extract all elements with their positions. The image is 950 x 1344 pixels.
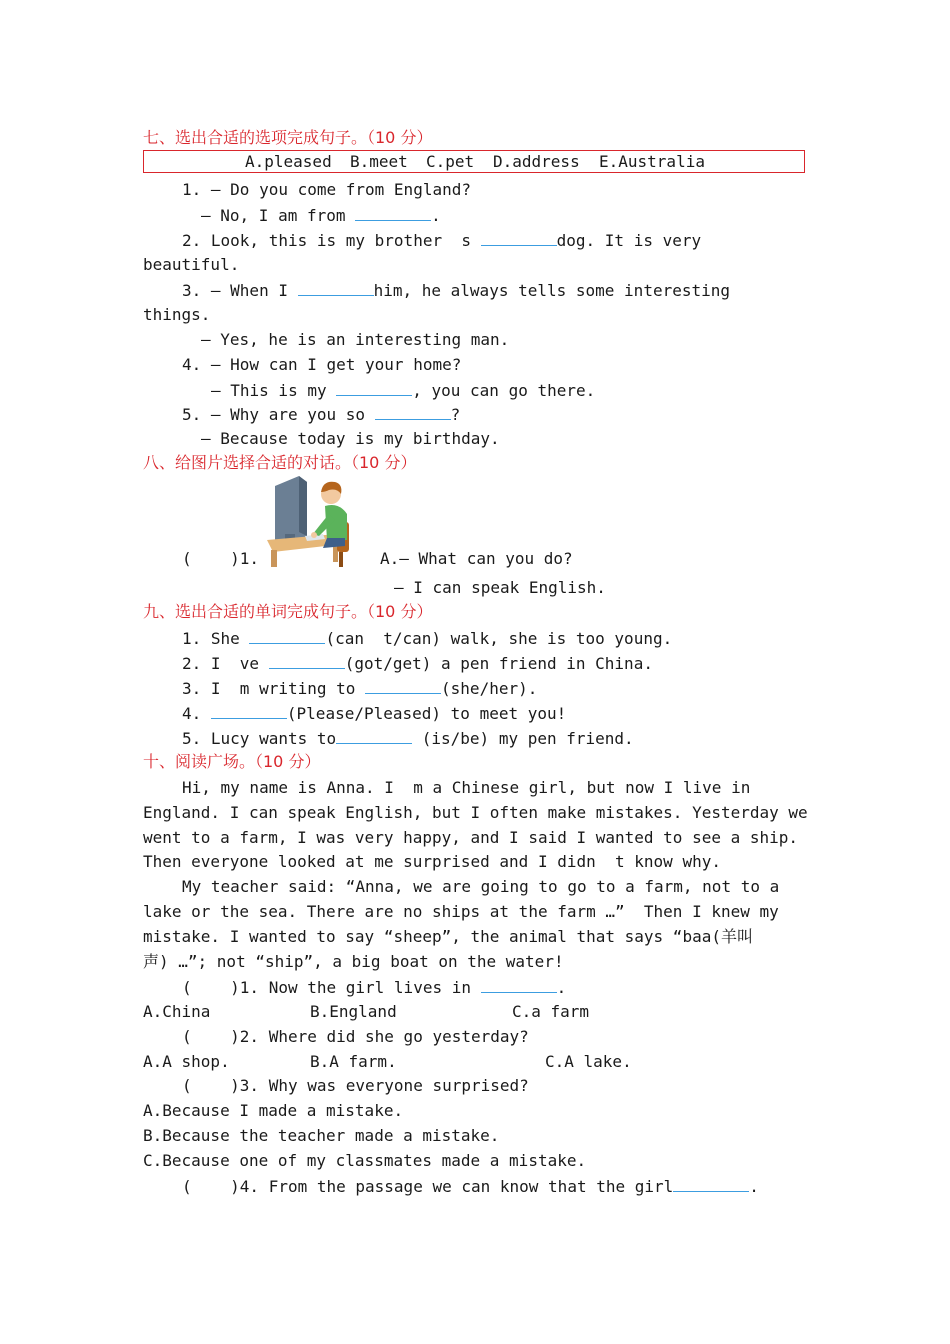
passage-line: Hi, my name is Anna. I m a Chinese girl, but now I live in	[182, 778, 751, 797]
s8-option-a-line1: A.— What can you do?	[380, 549, 573, 568]
answer-blank[interactable]	[673, 1176, 749, 1192]
s9-q5-text: 5. Lucy wants to	[182, 729, 337, 748]
s9-q2-text-end: (got/get) a pen friend in China.	[344, 654, 653, 673]
s7-q2-cont: beautiful.	[143, 255, 240, 274]
s9-q4-text: 4.	[182, 704, 211, 723]
passage-line: England. I can speak English, but I often make mistakes. Yesterday we	[143, 803, 808, 822]
s9-q4-text-end: (Please/Pleased) to meet you!	[286, 704, 567, 723]
section-8-heading: 八、给图片选择合适的对话。（10 分）	[143, 453, 417, 472]
s10-q1-option-c: C.a farm	[512, 1002, 590, 1021]
s7-q5-line	[182, 404, 460, 424]
s8-option-a-line2: — I can speak English.	[394, 578, 606, 597]
s7-q1-answer-line	[201, 205, 441, 225]
s7-q3-text-end: him, he always tells some interesting	[373, 281, 731, 300]
answer-blank[interactable]	[336, 380, 412, 396]
s9-q3-text-end: (she/her).	[441, 679, 538, 698]
s7-q3-text: 3. — When I	[182, 281, 298, 300]
s10-q2-option-a: A.A shop.	[143, 1052, 230, 1071]
s7-q2-text-end: dog. It is very	[556, 231, 702, 250]
s9-q3-text: 3. I m writing to	[182, 679, 366, 698]
s7-q2-line	[182, 230, 701, 250]
s10-q4-text: ( )4. From the passage we can know that the girl	[182, 1177, 674, 1196]
s9-q1-text-end: (can t/can) walk, she is too young.	[325, 629, 673, 648]
passage-line: went to a farm, I was very happy, and I said I wanted to see a ship.	[143, 828, 799, 847]
s7-q1-line: 1. — Do you come from England?	[182, 180, 471, 199]
s10-q1-punct: .	[556, 978, 567, 997]
answer-blank[interactable]	[336, 728, 412, 744]
word-option-d: D.address	[493, 152, 580, 171]
section-7-heading: 七、选出合适的选项完成句子。（10 分）	[143, 128, 433, 147]
s9-q2-text: 2. I ve	[182, 654, 269, 673]
boy-typing-computer-illustration	[267, 474, 360, 567]
word-option-c: C.pet	[426, 152, 475, 171]
answer-blank[interactable]	[481, 230, 557, 246]
passage-line: My teacher said: “Anna, we are going to go to a farm, not to a	[182, 877, 780, 896]
s7-q4-answer-line	[211, 380, 595, 400]
s7-q4-line: 4. — How can I get your home?	[182, 355, 462, 374]
s10-q1-line	[182, 977, 566, 997]
s10-q3-line: ( )3. Why was everyone surprised?	[182, 1076, 529, 1095]
answer-blank[interactable]	[269, 653, 345, 669]
word-option-a: A.pleased	[245, 152, 332, 171]
s10-q2-option-b: B.A farm.	[310, 1052, 397, 1071]
answer-blank[interactable]	[249, 628, 325, 644]
s7-q3-cont: things.	[143, 305, 211, 324]
section-10-heading: 十、阅读广场。（10 分）	[143, 752, 321, 771]
passage-line: Then everyone looked at me surprised and I didn t know why.	[143, 852, 721, 871]
s7-q5-punct: ?	[450, 405, 461, 424]
answer-blank[interactable]	[365, 678, 441, 694]
answer-blank[interactable]	[375, 404, 451, 420]
passage-line: 声) …”; not “ship”, a big boat on the water!	[143, 952, 564, 971]
s10-q3-option-a: A.Because I made a mistake.	[143, 1101, 404, 1120]
answer-blank[interactable]	[355, 205, 431, 221]
s10-q2-line: ( )2. Where did she go yesterday?	[182, 1027, 529, 1046]
s9-q2-line	[182, 653, 653, 673]
word-option-e: E.Australia	[599, 152, 705, 171]
s10-q3-option-c: C.Because one of my classmates made a mistake.	[143, 1151, 587, 1170]
s7-q5-text: 5. — Why are you so	[182, 405, 375, 424]
word-bank-box	[143, 150, 805, 173]
s10-q4-line	[182, 1176, 759, 1196]
answer-blank[interactable]	[211, 703, 287, 719]
s9-q3-line	[182, 678, 537, 698]
s7-q3-answer-line: — Yes, he is an interesting man.	[201, 330, 510, 349]
s10-q3-option-b: B.Because the teacher made a mistake.	[143, 1126, 500, 1145]
s7-q1-punct: .	[431, 206, 441, 225]
word-option-b: B.meet	[350, 152, 408, 171]
s7-q4-answer-text: — This is my	[211, 381, 337, 400]
s7-q1-answer-text: — No, I am from	[201, 206, 356, 225]
s8-q1-bracket: ( )1.	[182, 549, 260, 568]
s9-q5-line	[182, 728, 634, 748]
answer-blank[interactable]	[298, 280, 374, 296]
s10-q1-option-b: B.England	[310, 1002, 397, 1021]
passage-line: mistake. I wanted to say “sheep”, the animal that says “baa(羊叫	[143, 927, 753, 946]
passage-line: lake or the sea. There are no ships at the farm …” Then I knew my	[143, 902, 779, 921]
s9-q5-text-end: (is/be) my pen friend.	[412, 729, 634, 748]
s9-q1-text: 1. She	[182, 629, 250, 648]
s7-q4-answer-end: , you can go there.	[412, 381, 596, 400]
s7-q3-line	[182, 280, 730, 300]
s9-q4-line	[182, 703, 566, 723]
answer-blank[interactable]	[481, 977, 557, 993]
s10-q1-text: ( )1. Now the girl lives in	[182, 978, 481, 997]
section-9-heading: 九、选出合适的单词完成句子。（10 分）	[143, 602, 433, 621]
s10-q4-punct: .	[749, 1177, 759, 1196]
s9-q1-line	[182, 628, 672, 648]
s10-q1-option-a: A.China	[143, 1002, 211, 1021]
s10-q2-option-c: C.A lake.	[545, 1052, 632, 1071]
s7-q2-text: 2. Look, this is my brother s	[182, 231, 481, 250]
s7-q5-answer-line: — Because today is my birthday.	[201, 429, 500, 448]
